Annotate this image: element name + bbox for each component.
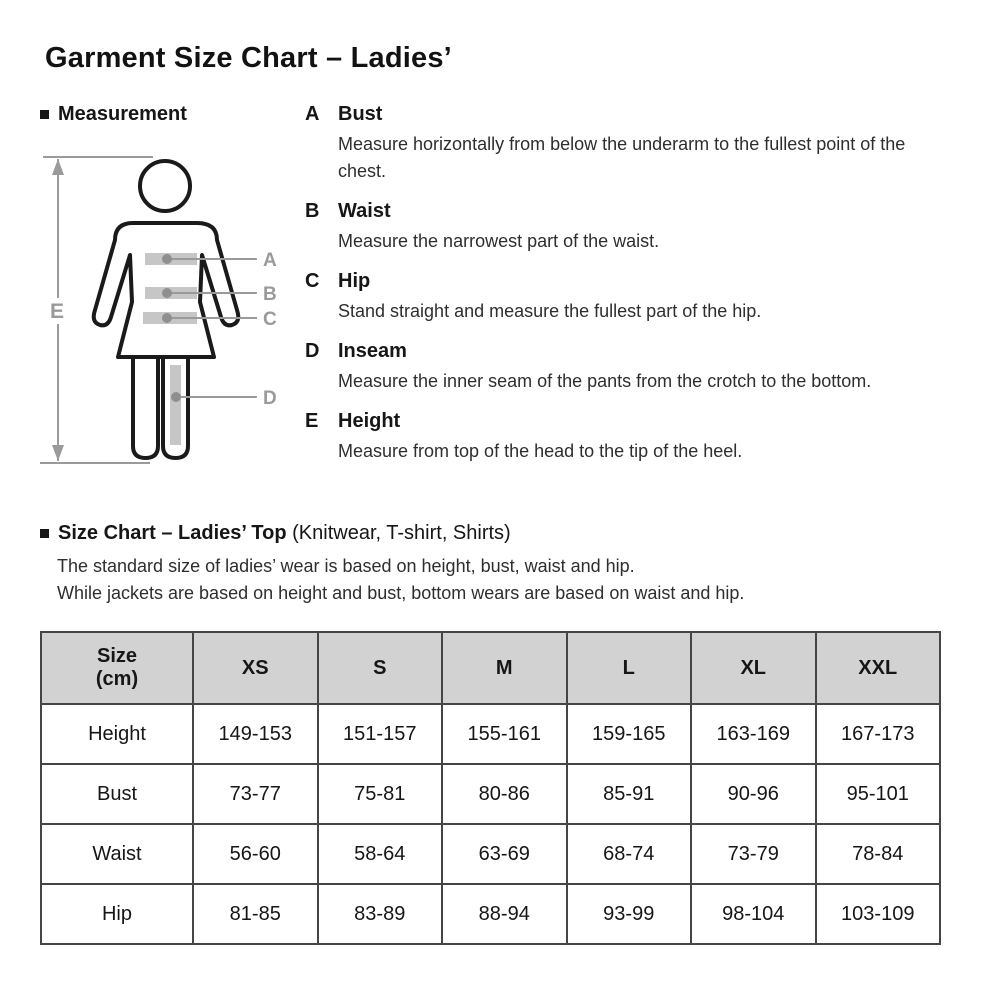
table-cell: 98-104 [691, 884, 816, 944]
table-cell: 167-173 [816, 704, 941, 764]
table-cell: 93-99 [567, 884, 692, 944]
definition-letter: A [305, 103, 320, 125]
body-measurement-diagram [35, 128, 295, 480]
diagram-label-a: A [263, 250, 277, 271]
definition-heading-waist [305, 198, 965, 224]
table-cell: 78-84 [816, 824, 941, 884]
table-cell: 58-64 [318, 824, 443, 884]
table-cell: 75-81 [318, 764, 443, 824]
definition-description-hip: Stand straight and measure the fullest part of the hip. [338, 301, 762, 321]
size-chart-notes [57, 553, 977, 607]
definition-term: Inseam [338, 340, 407, 362]
table-cell: 159-165 [567, 704, 692, 764]
definition-term: Height [338, 410, 401, 432]
definition-letter: C [305, 270, 320, 292]
definition-heading-inseam [305, 338, 965, 364]
size-chart-note-line: While jackets are based on height and bust, bottom wears are based on waist and hip. [57, 583, 745, 603]
definition-description-bust: Measure horizontally from below the underarm to the fullest point of the chest. [338, 134, 906, 181]
size-chart-heading-normal: (Knitwear, T-shirt, Shirts) [286, 522, 511, 544]
table-row-waist [41, 824, 940, 884]
table-cell: 56-60 [193, 824, 318, 884]
measurement-definitions [305, 101, 965, 478]
diagram-label-b: B [263, 284, 277, 305]
table-cell: 73-77 [193, 764, 318, 824]
diagram-label-d: D [263, 388, 277, 409]
table-cell: 73-79 [691, 824, 816, 884]
table-cell: 95-101 [816, 764, 941, 824]
table-cell: 103-109 [816, 884, 941, 944]
table-row-hip [41, 884, 940, 944]
row-label: Bust [41, 764, 193, 824]
row-label: Height [41, 704, 193, 764]
table-cell: 151-157 [318, 704, 443, 764]
square-bullet-icon [40, 529, 49, 538]
definition-heading-hip [305, 268, 965, 294]
diagram-label-c: C [263, 309, 277, 330]
table-cell: 68-74 [567, 824, 692, 884]
table-cell: 81-85 [193, 884, 318, 944]
measurement-section-heading [40, 103, 187, 126]
definition-term: Hip [338, 270, 371, 292]
col-header-xs: XS [193, 632, 318, 704]
col-header-s: S [318, 632, 443, 704]
col-header-size-cm: Size (cm) [41, 632, 193, 704]
measurement-heading-label: Measurement [58, 103, 187, 125]
table-cell: 149-153 [193, 704, 318, 764]
definition-heading-bust [305, 101, 965, 127]
size-chart-table [40, 631, 941, 945]
table-cell: 88-94 [442, 884, 567, 944]
table-row-bust [41, 764, 940, 824]
definition-heading-height [305, 408, 965, 434]
table-cell: 63-69 [442, 824, 567, 884]
page-title: Garment Size Chart – Ladies’ [45, 42, 452, 74]
col-header-xxl: XXL [816, 632, 941, 704]
diagram-label-e: E [50, 300, 65, 323]
table-cell: 85-91 [567, 764, 692, 824]
table-cell: 90-96 [691, 764, 816, 824]
definition-letter: B [305, 200, 320, 222]
col-header-xl: XL [691, 632, 816, 704]
table-cell: 83-89 [318, 884, 443, 944]
figure-head [140, 161, 190, 211]
definition-term: Bust [338, 103, 383, 125]
definition-term: Waist [338, 200, 391, 222]
size-chart-heading-bold: Size Chart – Ladies’ Top [58, 522, 287, 544]
definition-letter: E [305, 410, 319, 432]
row-label: Waist [41, 824, 193, 884]
square-bullet-icon [40, 110, 49, 119]
size-chart-note-line: The standard size of ladies’ wear is based on height, bust, waist and hip. [57, 556, 635, 576]
table-cell: 155-161 [442, 704, 567, 764]
col-header-l: L [567, 632, 692, 704]
definition-description-waist: Measure the narrowest part of the waist. [338, 231, 660, 251]
table-row-height [41, 704, 940, 764]
definition-description-height: Measure from top of the head to the tip of the heel. [338, 441, 743, 461]
definition-description-inseam: Measure the inner seam of the pants from the crotch to the bottom. [338, 371, 872, 391]
col-header-m: M [442, 632, 567, 704]
table-cell: 163-169 [691, 704, 816, 764]
row-label: Hip [41, 884, 193, 944]
table-header-row [41, 632, 940, 704]
table-cell: 80-86 [442, 764, 567, 824]
definition-letter: D [305, 340, 320, 362]
size-chart-section-heading [40, 522, 511, 545]
